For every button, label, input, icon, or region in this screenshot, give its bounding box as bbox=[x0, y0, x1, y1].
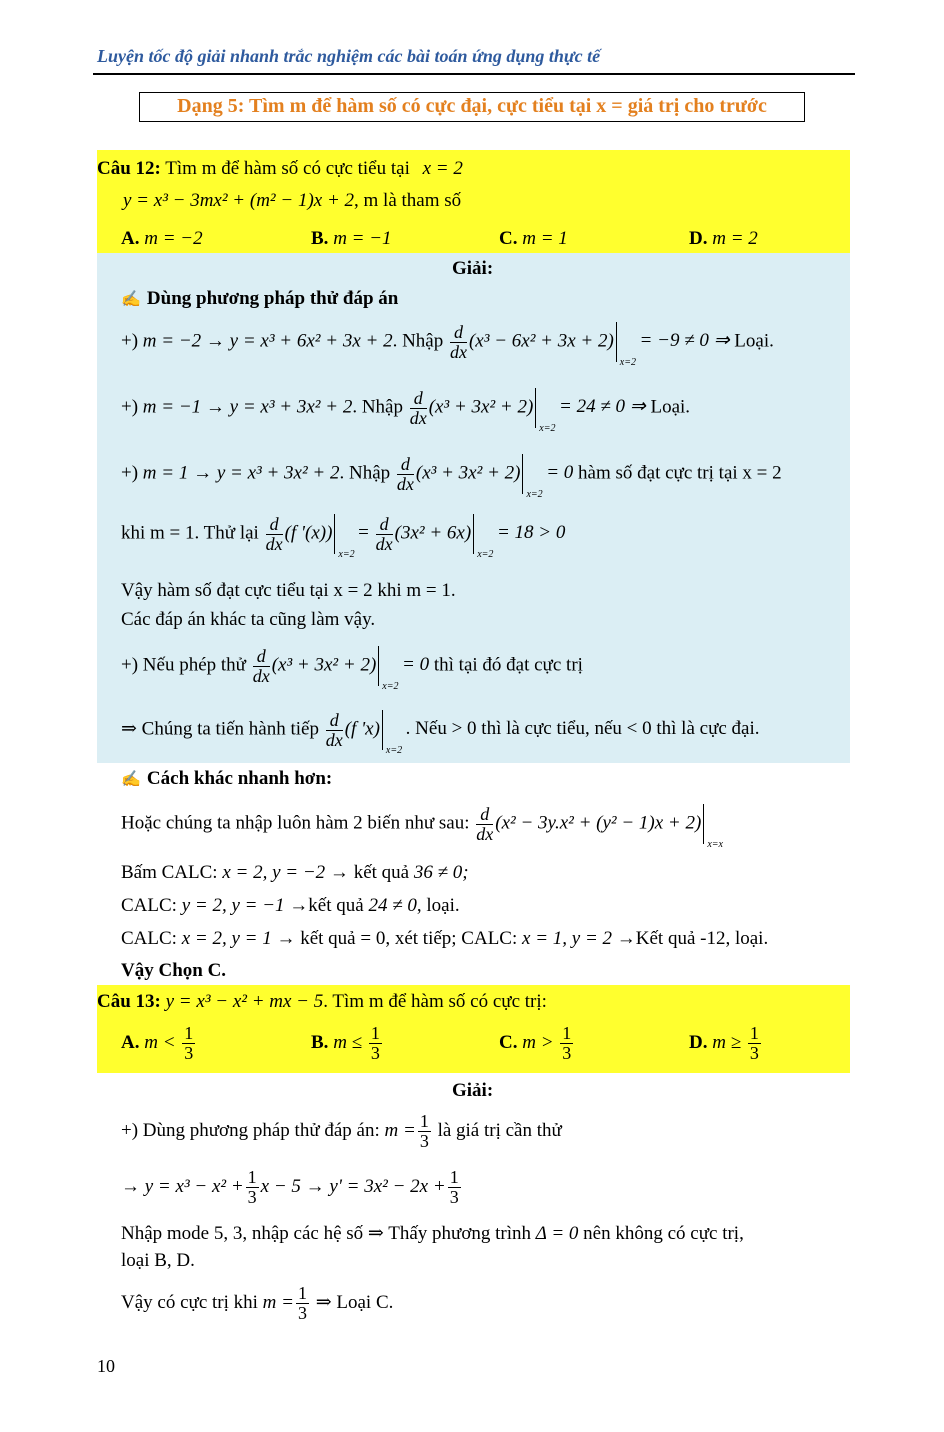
q13-line3: Nhập mode 5, 3, nhập các hệ số ⇒ Thấy phương trình bbox=[121, 1223, 532, 1244]
calc2-value: 24 ≠ 0 bbox=[368, 895, 417, 916]
q13-line4-sol: loại B, D. bbox=[121, 1250, 195, 1271]
calc2-vals: y = 2, y = −1 → bbox=[181, 895, 309, 916]
q13-option-a-letter: A. bbox=[121, 1031, 140, 1053]
eval-bar: x=2 bbox=[535, 388, 536, 428]
calc3-result: kết quả = 0, xét tiếp; CALC: bbox=[300, 928, 518, 949]
try2-prefix: +) bbox=[121, 396, 139, 418]
pen-icon: ✍ bbox=[121, 291, 141, 308]
fraction: $\frac{1}{3}$ bbox=[247, 1167, 257, 1207]
q12-twovar bbox=[121, 803, 723, 850]
q12-final: Vậy Chọn C. bbox=[121, 960, 227, 981]
q13-line5-prefix: Vậy có cực trị khi bbox=[121, 1291, 258, 1313]
q12-line2 bbox=[123, 190, 461, 212]
derivative-operator: $\frac{d}{dx}$ bbox=[375, 513, 393, 554]
q12-option-b-value: m = −1 bbox=[333, 228, 392, 249]
q13-line2-sol bbox=[121, 1168, 463, 1207]
try3-m: m = 1 → y = x³ + 3x² + 2 bbox=[142, 462, 340, 484]
try3-nhap: . Nhập bbox=[339, 462, 391, 484]
eval-bar: x=2 bbox=[378, 646, 379, 686]
q12-calc1 bbox=[121, 862, 469, 884]
fraction: $\frac{1}{3}$ bbox=[562, 1023, 572, 1063]
q12-option-d[interactable] bbox=[689, 228, 758, 250]
if-expr: (x³ + 3x² + 2) bbox=[271, 654, 377, 676]
try2-end: Loại. bbox=[650, 396, 691, 418]
derivative-operator: $\frac{d}{dx}$ bbox=[449, 321, 467, 362]
fraction: $\frac{1}{3}$ bbox=[749, 1023, 759, 1063]
q12-try3 bbox=[121, 453, 782, 500]
q13-line5-m: m = bbox=[262, 1291, 294, 1313]
q13-option-d[interactable] bbox=[689, 1024, 763, 1063]
q12-option-a-letter: A. bbox=[121, 228, 140, 249]
try1-nhap: . Nhập bbox=[392, 330, 444, 352]
q13-line2-b: x − 5 → y' = 3x² − 2x + bbox=[260, 1175, 446, 1197]
q12-conclusion2: Các đáp án khác ta cũng làm vậy. bbox=[121, 609, 376, 630]
then-end: . Nếu > 0 thì là cực tiểu, nếu < 0 thì là cực đại. bbox=[405, 718, 760, 740]
derivative-operator: $\frac{d}{dx}$ bbox=[409, 387, 427, 428]
q13-line5-sol bbox=[121, 1284, 393, 1323]
q13-line2-a: → y = x³ − x² + bbox=[121, 1175, 244, 1197]
calc2-label: CALC: bbox=[121, 895, 177, 916]
derivative-operator: $\frac{d}{dx}$ bbox=[325, 709, 343, 750]
q13-sol-end: là giá trị cần thử bbox=[437, 1119, 562, 1141]
q13-sol-m: m = bbox=[384, 1119, 416, 1141]
q12-calc3 bbox=[121, 928, 768, 950]
q13-label: Câu 13: bbox=[97, 991, 161, 1012]
q13-line1 bbox=[97, 991, 547, 1013]
eval-bar: x=2 bbox=[522, 454, 523, 494]
q13-option-c-value: m > bbox=[522, 1031, 554, 1053]
q12-try2 bbox=[121, 387, 691, 434]
q12-option-c[interactable] bbox=[499, 228, 568, 250]
twovar-expr: (x² − 3y.x² + (y² − 1)x + 2) bbox=[495, 812, 702, 834]
calc1-vals: x = 2, y = −2 → bbox=[222, 862, 349, 883]
try1-expr: (x³ − 6x² + 3x + 2) bbox=[468, 330, 614, 352]
q12-label: Câu 12: bbox=[97, 158, 161, 179]
q12-text: Tìm m để hàm số có cực tiểu tại bbox=[165, 158, 410, 179]
header-rule bbox=[93, 73, 855, 75]
q12-option-c-letter: C. bbox=[499, 228, 518, 249]
q13-option-b-letter: B. bbox=[311, 1031, 329, 1053]
q12-option-b-letter: B. bbox=[311, 228, 329, 249]
q13-option-d-letter: D. bbox=[689, 1031, 708, 1053]
q12-line1 bbox=[97, 158, 463, 180]
q13-func: y = x³ − x² + mx − 5 bbox=[165, 991, 324, 1012]
eval-bar: x=2 bbox=[382, 710, 383, 750]
fraction: $\frac{1}{3}$ bbox=[370, 1023, 380, 1063]
check-expr2: (3x² + 6x) bbox=[394, 522, 472, 544]
q12-check bbox=[121, 513, 566, 560]
eval-bar: x=2 bbox=[616, 322, 617, 362]
q12-method1-title: Dùng phương pháp thử đáp án bbox=[146, 288, 399, 309]
eval-bar: x=x bbox=[703, 804, 704, 844]
q13-line3-sol bbox=[121, 1222, 744, 1245]
q12-option-b[interactable] bbox=[311, 228, 392, 250]
calc1-label: Bấm CALC: bbox=[121, 862, 218, 883]
q13-line3-end: nên không có cực trị, bbox=[583, 1223, 744, 1244]
eval-bar: x=2 bbox=[334, 514, 335, 554]
q13-text: . Tìm m để hàm số có cực trị: bbox=[323, 991, 547, 1012]
calc1-result: kết quả bbox=[353, 862, 410, 883]
q12-try1 bbox=[121, 321, 774, 368]
q12-solution-title: Giải: bbox=[452, 258, 494, 279]
check-eq: = bbox=[358, 522, 369, 544]
q13-sol-prefix: +) Dùng phương pháp thử đáp án: bbox=[121, 1119, 380, 1141]
twovar-prefix: Hoặc chúng ta nhập luôn hàm 2 biến như sau: bbox=[121, 812, 470, 834]
q12-cond: x = 2 bbox=[422, 158, 463, 179]
q12-option-a[interactable] bbox=[121, 228, 203, 250]
check-expr1: (f '(x)) bbox=[284, 522, 333, 544]
try3-end: hàm số đạt cực trị tại x = 2 bbox=[578, 462, 782, 484]
derivative-operator: $\frac{d}{dx}$ bbox=[396, 453, 414, 494]
try1-result: = −9 ≠ 0 ⇒ bbox=[639, 330, 730, 352]
calc3-end: Kết quả -12, loại. bbox=[635, 928, 769, 949]
q13-option-b-value: m ≤ bbox=[333, 1031, 363, 1053]
eval-bar: x=2 bbox=[473, 514, 474, 554]
derivative-operator: $\frac{d}{dx}$ bbox=[252, 645, 270, 686]
check-result: = 18 > 0 bbox=[496, 522, 566, 544]
q12-method2 bbox=[121, 768, 332, 790]
q12-option-a-value: m = −2 bbox=[144, 228, 203, 249]
q12-then bbox=[121, 709, 760, 756]
try3-prefix: +) bbox=[121, 462, 139, 484]
fraction: $\frac{1}{3}$ bbox=[449, 1167, 459, 1207]
section-title: Dạng 5: Tìm m để hàm số có cực đại, cực tiểu tại x = giá trị cho trước bbox=[139, 92, 805, 122]
q12-option-d-letter: D. bbox=[689, 228, 708, 249]
then-prefix: ⇒ Chúng ta tiến hành tiếp bbox=[121, 718, 319, 740]
q12-calc2 bbox=[121, 895, 460, 917]
calc3-vals: x = 2, y = 1 → bbox=[181, 928, 296, 949]
try1-end: Loại. bbox=[734, 330, 774, 352]
calc3-label: CALC: bbox=[121, 928, 177, 949]
q12-func-note: , m là tham số bbox=[354, 190, 462, 211]
q12-method2-title: Cách khác nhanh hơn: bbox=[146, 768, 333, 789]
running-header: Luyện tốc độ giải nhanh trắc nghiệm các bài toán ứng dụng thực tế bbox=[97, 46, 601, 66]
calc1-value: 36 ≠ 0; bbox=[413, 862, 469, 883]
q13-option-b[interactable] bbox=[311, 1024, 384, 1063]
try2-m: m = −1 → y = x³ + 3x² + 2 bbox=[142, 396, 353, 418]
fraction: $\frac{1}{3}$ bbox=[297, 1283, 307, 1323]
try3-expr: (x³ + 3x² + 2) bbox=[415, 462, 521, 484]
q13-option-a-value: m < bbox=[144, 1031, 176, 1053]
q13-line5-end: ⇒ Loại C. bbox=[315, 1291, 394, 1313]
try1-prefix: +) bbox=[121, 330, 139, 352]
fraction: $\frac{1}{3}$ bbox=[419, 1111, 429, 1151]
q12-conclusion1: Vậy hàm số đạt cực tiểu tại x = 2 khi m = 1. bbox=[121, 580, 456, 601]
try2-result: = 24 ≠ 0 ⇒ bbox=[559, 396, 646, 418]
q12-func: y = x³ − 3mx² + (m² − 1)x + 2 bbox=[123, 190, 355, 211]
q13-option-d-value: m ≥ bbox=[712, 1031, 742, 1053]
q13-solution-title: Giải: bbox=[452, 1080, 494, 1101]
derivative-operator: $\frac{d}{dx}$ bbox=[265, 513, 283, 554]
then-expr: (f 'x) bbox=[344, 718, 380, 740]
calc2-end: , loại. bbox=[416, 895, 460, 916]
q13-option-a[interactable] bbox=[121, 1024, 197, 1063]
try2-expr: (x³ + 3x² + 2) bbox=[428, 396, 534, 418]
q12-if bbox=[121, 645, 583, 692]
q13-option-c[interactable] bbox=[499, 1024, 575, 1063]
if-end: thì tại đó đạt cực trị bbox=[433, 654, 583, 676]
try3-result: = 0 bbox=[546, 462, 574, 484]
calc3-vals2: x = 1, y = 2 → bbox=[522, 928, 636, 949]
calc2-result: kết quả bbox=[308, 895, 364, 916]
check-prefix: khi m = 1. Thử lại bbox=[121, 522, 259, 544]
try1-m: m = −2 → y = x³ + 6x² + 3x + 2 bbox=[142, 330, 393, 352]
page-number: 10 bbox=[97, 1356, 115, 1376]
q12-method1 bbox=[121, 288, 398, 310]
q13-line3-delta: Δ = 0 bbox=[535, 1223, 579, 1244]
if-prefix: +) Nếu phép thử bbox=[121, 654, 246, 676]
derivative-operator: $\frac{d}{dx}$ bbox=[476, 803, 494, 844]
fraction: $\frac{1}{3}$ bbox=[184, 1023, 194, 1063]
try2-nhap: . Nhập bbox=[352, 396, 403, 418]
q12-option-d-value: m = 2 bbox=[712, 228, 758, 249]
q12-option-c-value: m = 1 bbox=[522, 228, 568, 249]
q13-line1-sol bbox=[121, 1112, 562, 1151]
if-result: = 0 bbox=[402, 654, 430, 676]
pen-icon: ✍ bbox=[121, 771, 141, 788]
q13-option-c-letter: C. bbox=[499, 1031, 518, 1053]
